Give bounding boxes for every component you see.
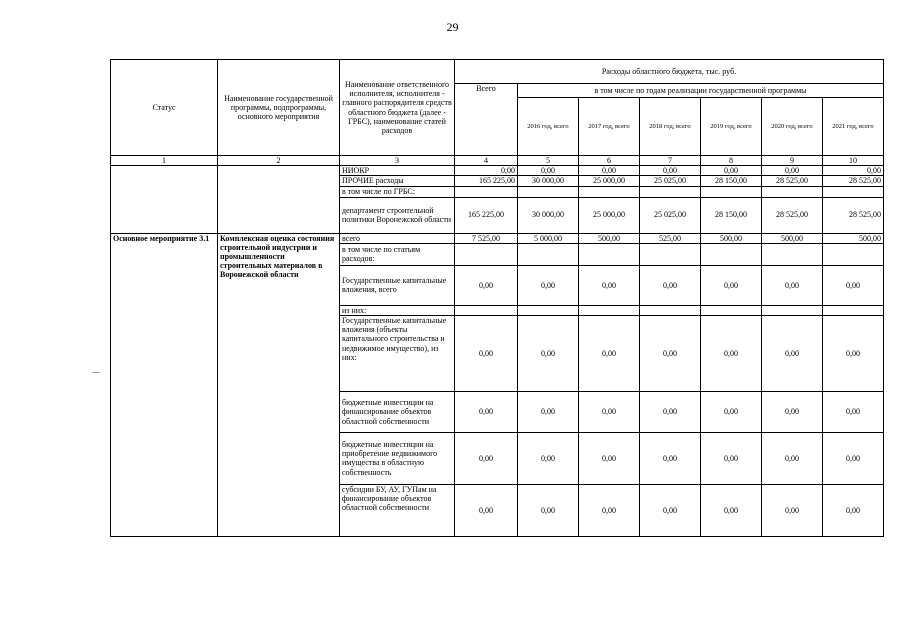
value-2021: 500,00 [823,233,884,243]
name-cell [218,176,340,186]
status-cell [111,186,218,197]
header-year-2017: 2017 год, всего [579,98,640,156]
value-2016: 0,00 [518,315,579,391]
value-2021: 0,00 [823,391,884,432]
value-total [455,305,518,315]
value-2016: 30 000,00 [518,176,579,186]
value-2021: 0,00 [823,265,884,305]
value-2020: 0,00 [762,265,823,305]
row-label: в том числе по статьям расходов: [340,243,455,265]
col-num-9: 9 [762,156,823,166]
header-year-2021: 2021 год, всего [823,98,884,156]
value-2021 [823,186,884,197]
header-row-1 [111,60,884,84]
value-total: 0,00 [455,315,518,391]
value-2018: 25 025,00 [640,176,701,186]
value-2020 [762,186,823,197]
value-2020: 0,00 [762,391,823,432]
value-2016: 0,00 [518,265,579,305]
value-2020 [762,243,823,265]
table-row [111,166,884,176]
value-2019: 0,00 [701,391,762,432]
value-2016: 0,00 [518,484,579,536]
value-2020: 0,00 [762,432,823,484]
value-2018 [640,186,701,197]
value-2017: 0,00 [579,391,640,432]
row-label: Государственные капитальные вложения (объекты капитального строительства и недвижимое имущество), из них: [340,315,455,391]
value-2021 [823,243,884,265]
name-cell [218,166,340,176]
value-2017: 0,00 [579,315,640,391]
value-2017: 25 000,00 [579,197,640,233]
table-row [111,197,884,233]
name-cell [218,186,340,197]
name-cell [218,197,340,233]
col-num-5: 5 [518,156,579,166]
header-year-2019: 2019 год, всего [701,98,762,156]
col-num-3: 3 [340,156,455,166]
value-2018 [640,243,701,265]
col-num-10: 10 [823,156,884,166]
value-2018: 525,00 [640,233,701,243]
col-num-8: 8 [701,156,762,166]
value-total: 0,00 [455,484,518,536]
value-2017: 0,00 [579,166,640,176]
value-2016 [518,305,579,315]
status-cell [111,176,218,186]
row-label: бюджетные инвестиции на финансирование объектов областной собственности [340,391,455,432]
value-2021: 0,00 [823,315,884,391]
value-total: 0,00 [455,265,518,305]
col-num-4: 4 [455,156,518,166]
value-2019 [701,186,762,197]
header-year-2018: 2018 год, всего [640,98,701,156]
row-label: Государственные капитальные вложения, всего [340,265,455,305]
value-2020: 0,00 [762,484,823,536]
value-2016 [518,243,579,265]
header-expenses-group: Расходы областного бюджета, тыс. руб. [455,60,884,84]
scan-mark [92,372,100,373]
value-2017: 0,00 [579,484,640,536]
table-row [111,186,884,197]
value-total: 7 525,00 [455,233,518,243]
value-total: 0,00 [455,166,518,176]
value-2016: 5 000,00 [518,233,579,243]
value-2017: 500,00 [579,233,640,243]
value-2017: 0,00 [579,432,640,484]
value-2020: 500,00 [762,233,823,243]
column-number-row [111,156,884,166]
value-2019: 28 150,00 [701,176,762,186]
value-2018: 0,00 [640,484,701,536]
row-label: ПРОЧИЕ расходы [340,176,455,186]
value-2016: 0,00 [518,166,579,176]
value-2021 [823,305,884,315]
value-2019 [701,305,762,315]
value-2021: 0,00 [823,166,884,176]
row-label: НИОКР [340,166,455,176]
value-2018: 0,00 [640,166,701,176]
page-number: 29 [446,20,459,34]
main-event-name: Комплексная оценка состояния строительной индустрии и промышленности строительных материалов в Воронежской области [218,233,340,536]
value-2019: 0,00 [701,484,762,536]
value-total [455,243,518,265]
budget-table [110,59,884,537]
table-row [111,176,884,186]
main-event-status: Основное мероприятие 3.1 [111,233,218,536]
value-2016: 0,00 [518,391,579,432]
value-total: 0,00 [455,432,518,484]
status-cell [111,166,218,176]
value-total: 0,00 [455,391,518,432]
header-status: Статус [111,60,218,156]
value-2016: 30 000,00 [518,197,579,233]
value-2018: 0,00 [640,391,701,432]
value-2019: 500,00 [701,233,762,243]
value-2019: 28 150,00 [701,197,762,233]
value-2017 [579,186,640,197]
value-2020: 28 525,00 [762,176,823,186]
header-year-2016: 2016 год, всего [518,98,579,156]
value-total: 165 225,00 [455,176,518,186]
value-2019: 0,00 [701,432,762,484]
value-2016 [518,186,579,197]
header-total: Всего [455,84,518,156]
value-2019: 0,00 [701,315,762,391]
value-2019: 0,00 [701,166,762,176]
value-2021: 0,00 [823,484,884,536]
value-2017 [579,243,640,265]
status-cell [111,197,218,233]
header-by-years: в том числе по годам реализации государственной программы [518,84,884,98]
table-row [111,233,884,243]
value-2021: 28 525,00 [823,197,884,233]
value-2019: 0,00 [701,265,762,305]
value-2021: 0,00 [823,432,884,484]
value-2019 [701,243,762,265]
value-2017 [579,305,640,315]
value-total [455,186,518,197]
row-label: из них: [340,305,455,315]
value-2018: 0,00 [640,265,701,305]
value-2018: 0,00 [640,315,701,391]
row-label: субсидии БУ, АУ, ГУПам на финансирование объектов областной собственности [340,484,455,536]
value-2020: 0,00 [762,315,823,391]
header-year-2020: 2020 год, всего [762,98,823,156]
value-2016: 0,00 [518,432,579,484]
row-label: в том числе по ГРБС: [340,186,455,197]
value-2018: 0,00 [640,432,701,484]
value-2020: 28 525,00 [762,197,823,233]
col-num-2: 2 [218,156,340,166]
value-2021: 28 525,00 [823,176,884,186]
value-total: 165 225,00 [455,197,518,233]
value-2017: 0,00 [579,265,640,305]
value-2020 [762,305,823,315]
value-2018 [640,305,701,315]
header-executor: Наименование ответственного исполнителя, исполнителя - главного распорядителя средств областного бюджета (далее - ГРБС), наименование статей расходов [340,60,455,156]
col-num-1: 1 [111,156,218,166]
row-label: департамент строительной политики Воронежской области [340,197,455,233]
row-label: бюджетные инвестиции на приобретение недвижимого имущества в областную собственность [340,432,455,484]
value-2017: 25 000,00 [579,176,640,186]
row-label: всего [340,233,455,243]
value-2018: 25 025,00 [640,197,701,233]
col-num-6: 6 [579,156,640,166]
header-program-name: Наименование государственной программы, подпрограммы, основного мероприятия [218,60,340,156]
col-num-7: 7 [640,156,701,166]
value-2020: 0,00 [762,166,823,176]
